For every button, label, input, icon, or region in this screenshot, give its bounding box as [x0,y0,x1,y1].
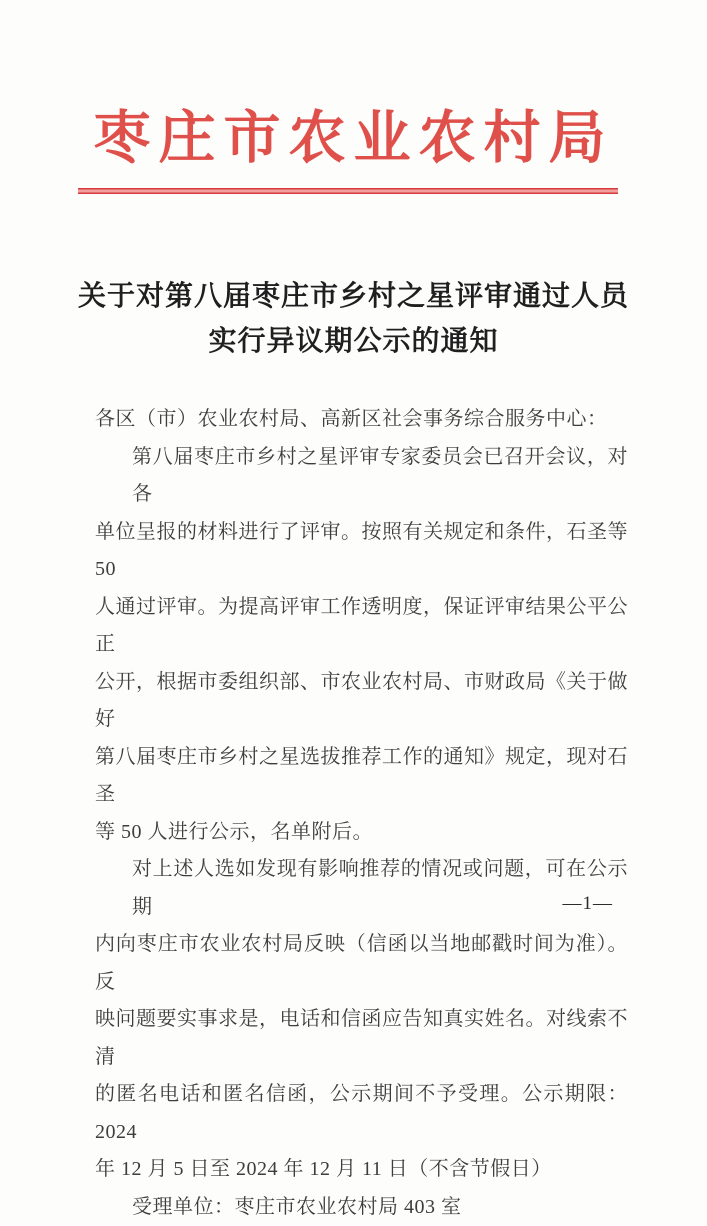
body-line: 等 50 人进行公示，名单附后。 [95,814,628,852]
body-line: 第八届枣庄市乡村之星评审专家委员会已召开会议，对各 [95,439,628,514]
body-line: 的匿名电话和匿名信函，公示期间不予受理。公示期限：2024 [95,1076,628,1151]
body-line: 单位呈报的材料进行了评审。按照有关规定和条件，石圣等 50 [95,514,628,589]
notice-body [95,401,628,1226]
page-number: —1— [563,893,614,915]
letterhead-org-name: 枣庄市农业农村局 [0,105,707,173]
body-line-contact: 受理单位：枣庄市农业农村局 403 室 [95,1189,628,1226]
body-line: 人通过评审。为提高评审工作透明度，保证评审结果公平公正 [95,589,628,664]
notice-title [0,274,707,364]
body-line: 年 12 月 5 日至 2024 年 12 月 11 日（不含节假日） [95,1151,628,1189]
body-line: 公开，根据市委组织部、市农业农村局、市财政局《关于做好 [95,664,628,739]
body-line: 映问题要实事求是，电话和信函应告知真实姓名。对线索不清 [95,1001,628,1076]
notice-title-line-1: 关于对第八届枣庄市乡村之星评审通过人员 [0,274,707,319]
body-line: 第八届枣庄市乡村之星选拔推荐工作的通知》规定，现对石圣 [95,739,628,814]
body-line-salutation: 各区（市）农业农村局、高新区社会事务综合服务中心： [95,401,628,439]
letterhead-divider-line [78,188,618,194]
body-line: 内向枣庄市农业农村局反映（信函以当地邮戳时间为准）。反 [95,926,628,1001]
body-line: 对上述人选如发现有影响推荐的情况或问题，可在公示期 [95,851,628,926]
notice-title-line-2: 实行异议期公示的通知 [0,319,707,364]
